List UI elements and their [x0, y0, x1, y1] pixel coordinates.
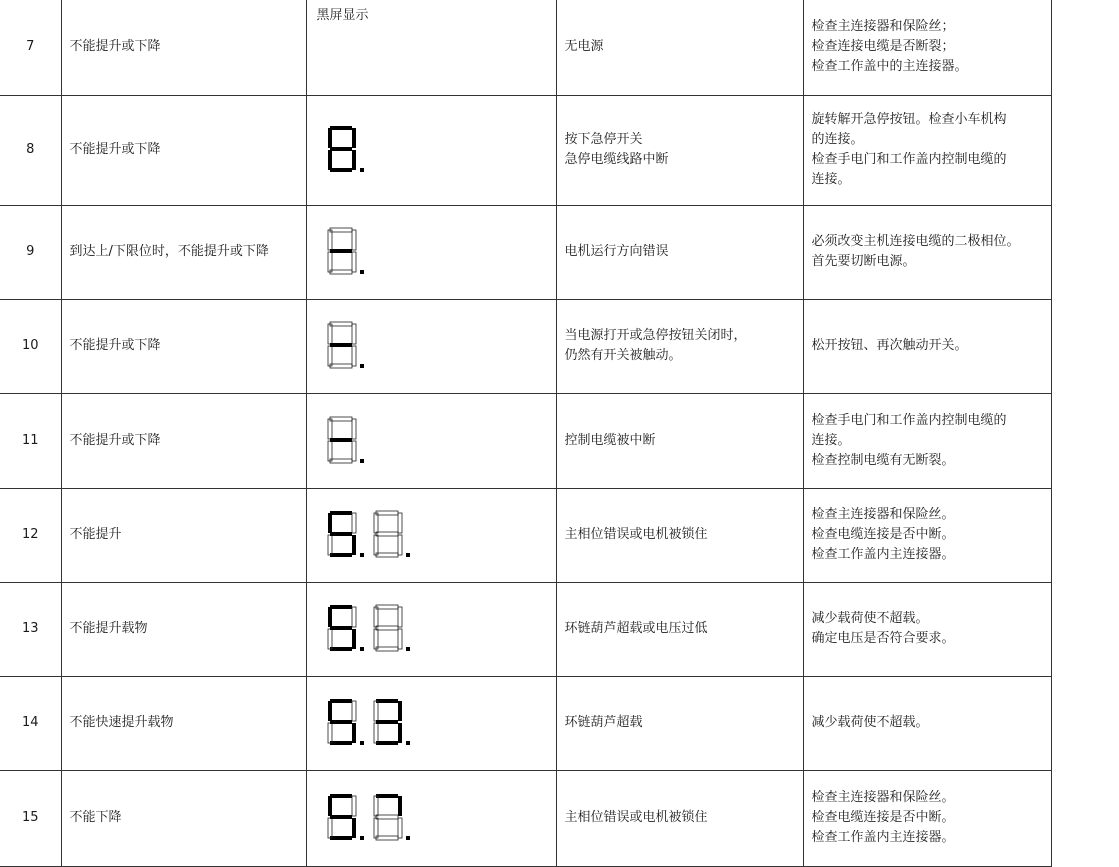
cause-cell — [556, 770, 803, 866]
segment-f-off — [374, 796, 378, 816]
remedy-line: 检查连接电缆是否断裂； — [811, 39, 955, 55]
remedy-line: 松开按钮、再次触动开关。 — [811, 338, 968, 353]
segment-c-off — [352, 346, 356, 366]
segment-b-off — [398, 607, 402, 627]
segment-g-on — [330, 249, 352, 253]
remedy-cell — [803, 0, 1051, 95]
segment-e-off — [328, 629, 332, 649]
remedy-cell — [803, 582, 1051, 676]
segment-f-off — [374, 701, 378, 721]
decimal-point — [360, 270, 364, 274]
row-number: 15 — [0, 770, 61, 866]
remedy-line: 检查主连接器和保险丝； — [811, 19, 955, 35]
cause-line: 按下急停开关 — [564, 132, 643, 147]
segment-b-off — [352, 607, 356, 627]
display-cell — [306, 299, 556, 393]
segment-b-off — [352, 796, 356, 816]
symptom-cell: 不能提升 — [61, 488, 306, 582]
table-row — [0, 393, 1051, 488]
segment-d-on — [330, 836, 352, 840]
cause-line: 电机运行方向错误 — [564, 244, 669, 259]
symptom-cell: 不能快速提升载物 — [61, 676, 306, 770]
seven-segment-display — [327, 698, 423, 748]
segment-a-off — [376, 605, 398, 609]
segment-d-off — [330, 270, 352, 274]
segment-e-off — [328, 441, 332, 461]
remedy-cell — [803, 393, 1051, 488]
remedy-line: 检查手电门和工作盖内控制电缆的 — [811, 152, 1007, 167]
decimal-point — [360, 459, 364, 463]
segment-b-off — [352, 324, 356, 344]
table-row — [0, 299, 1051, 393]
seven-segment-display — [327, 321, 377, 371]
remedy-line: 检查工作盖内主连接器。 — [811, 547, 955, 562]
remedy-cell — [803, 95, 1051, 205]
display-cell — [306, 0, 556, 95]
remedy-cell — [803, 488, 1051, 582]
segment-e-off — [328, 723, 332, 743]
decimal-point — [406, 553, 410, 557]
row-number: 14 — [0, 676, 61, 770]
segment-b-off — [352, 230, 356, 250]
cause-cell — [556, 488, 803, 582]
seven-segment-display — [327, 793, 423, 843]
decimal-point — [360, 553, 364, 557]
seven-segment-display — [327, 510, 423, 560]
remedy-line: 必须改变主机连接电缆的二极相位。 — [811, 234, 1020, 249]
table-row — [0, 676, 1051, 770]
segment-f-off — [328, 230, 332, 250]
segment-b-on — [352, 128, 356, 148]
segment-e-off — [374, 535, 378, 555]
remedy-line: 检查手电门和工作盖内控制电缆的 — [811, 412, 1007, 428]
segment-b-on — [398, 701, 402, 721]
remedy-line: 连接。 — [811, 172, 851, 187]
segment-e-off — [328, 818, 332, 838]
display-cell — [306, 770, 556, 866]
segment-c-off — [352, 252, 356, 272]
row-number: 7 — [0, 0, 61, 95]
remedy-cell — [803, 205, 1051, 299]
cause-cell — [556, 95, 803, 205]
segment-g-off — [376, 626, 398, 630]
segment-d-on — [376, 741, 398, 745]
segment-c-off — [398, 535, 402, 555]
seven-segment-display — [327, 604, 423, 654]
seven-segment-display — [327, 416, 377, 466]
segment-g-on — [330, 532, 352, 536]
seven-segment-display — [327, 227, 377, 277]
segment-c-on — [352, 150, 356, 170]
segment-b-off — [398, 513, 402, 533]
segment-d-off — [330, 364, 352, 368]
segment-e-off — [328, 535, 332, 555]
segment-e-off — [328, 346, 332, 366]
segment-g-on — [330, 626, 352, 630]
segment-f-off — [328, 324, 332, 344]
row-number: 10 — [0, 299, 61, 393]
decimal-point — [360, 836, 364, 840]
segment-d-on — [330, 741, 352, 745]
cause-line: 主相位错误或电机被锁住 — [564, 527, 708, 542]
remedy-line: 检查控制电缆有无断裂。 — [811, 452, 955, 468]
segment-e-off — [374, 629, 378, 649]
table-row — [0, 582, 1051, 676]
cause-line: 无电源 — [564, 39, 604, 55]
row-number: 9 — [0, 205, 61, 299]
row-number: 12 — [0, 488, 61, 582]
segment-a-on — [330, 699, 352, 703]
segment-b-off — [352, 701, 356, 721]
cause-cell — [556, 393, 803, 488]
segment-a-on — [330, 126, 352, 130]
remedy-line: 旋转解开急停按钮。检查小车机构 — [811, 112, 1007, 127]
cause-line: 当电源打开或急停按钮关闭时， — [564, 328, 747, 343]
decimal-point — [406, 836, 410, 840]
segment-f-on — [328, 701, 332, 721]
segment-e-off — [374, 818, 378, 838]
segment-c-off — [398, 629, 402, 649]
segment-e-off — [374, 723, 378, 743]
segment-a-off — [330, 228, 352, 232]
segment-d-off — [376, 553, 398, 557]
decimal-point — [406, 647, 410, 651]
segment-d-on — [330, 168, 352, 172]
segment-c-on — [352, 535, 356, 555]
segment-f-off — [374, 607, 378, 627]
seven-segment-display — [327, 125, 377, 175]
decimal-point — [360, 741, 364, 745]
decimal-point — [360, 168, 364, 172]
segment-c-on — [352, 723, 356, 743]
remedy-line: 减少载荷使不超载。 — [811, 715, 929, 730]
display-cell — [306, 676, 556, 770]
display-text: 黑屏显示 — [316, 8, 369, 23]
segment-a-off — [330, 417, 352, 421]
segment-f-on — [328, 607, 332, 627]
remedy-line: 确定电压是否符合要求。 — [811, 631, 955, 646]
display-cell — [306, 95, 556, 205]
segment-g-on — [330, 343, 352, 347]
segment-a-off — [376, 511, 398, 515]
row-number: 8 — [0, 95, 61, 205]
remedy-cell — [803, 770, 1051, 866]
display-cell — [306, 205, 556, 299]
segment-d-on — [330, 647, 352, 651]
cause-line: 控制电缆被中断 — [564, 432, 656, 448]
decimal-point — [360, 364, 364, 368]
remedy-line: 检查主连接器和保险丝。 — [811, 507, 955, 522]
cause-line: 环链葫芦超载或电压过低 — [564, 621, 708, 636]
segment-a-on — [376, 794, 398, 798]
remedy-line: 检查电缆连接是否中断。 — [811, 810, 955, 825]
remedy-line: 检查主连接器和保险丝。 — [811, 790, 955, 805]
remedy-line: 连接。 — [811, 432, 851, 448]
symptom-cell: 到达上/下限位时，不能提升或下降 — [61, 205, 306, 299]
row-number: 13 — [0, 582, 61, 676]
row-number: 11 — [0, 393, 61, 488]
segment-d-off — [376, 836, 398, 840]
segment-g-off — [376, 815, 398, 819]
cause-line: 环链葫芦超载 — [564, 715, 643, 730]
segment-g-on — [330, 147, 352, 151]
segment-e-on — [328, 150, 332, 170]
symptom-cell: 不能提升载物 — [61, 582, 306, 676]
segment-b-off — [352, 419, 356, 439]
cause-cell — [556, 205, 803, 299]
segment-a-on — [330, 511, 352, 515]
segment-f-off — [374, 513, 378, 533]
table-row — [0, 205, 1051, 299]
remedy-line: 检查工作盖中的主连接器。 — [811, 59, 968, 75]
cause-cell — [556, 582, 803, 676]
segment-d-on — [330, 553, 352, 557]
remedy-line: 的连接。 — [811, 132, 864, 147]
cause-line: 急停电缆线路中断 — [564, 152, 669, 167]
remedy-cell — [803, 299, 1051, 393]
cause-cell — [556, 676, 803, 770]
segment-f-on — [328, 513, 332, 533]
decimal-point — [360, 647, 364, 651]
symptom-cell: 不能提升或下降 — [61, 299, 306, 393]
segment-d-off — [376, 647, 398, 651]
table-row — [0, 770, 1051, 866]
segment-d-off — [330, 459, 352, 463]
segment-g-off — [376, 532, 398, 536]
symptom-cell: 不能提升或下降 — [61, 0, 306, 95]
table-row — [0, 488, 1051, 582]
cause-line: 仍然有开关被触动。 — [564, 348, 682, 363]
remedy-line: 检查工作盖内主连接器。 — [811, 830, 955, 845]
segment-c-off — [398, 818, 402, 838]
remedy-line: 检查电缆连接是否中断。 — [811, 527, 955, 542]
segment-e-off — [328, 252, 332, 272]
segment-c-off — [352, 441, 356, 461]
remedy-line: 首先要切断电源。 — [811, 254, 916, 269]
segment-g-on — [330, 720, 352, 724]
remedy-line: 减少载荷使不超载。 — [811, 611, 929, 626]
symptom-cell: 不能提升或下降 — [61, 95, 306, 205]
segment-f-on — [328, 128, 332, 148]
segment-b-off — [352, 513, 356, 533]
segment-a-on — [376, 699, 398, 703]
decimal-point — [406, 741, 410, 745]
segment-a-on — [330, 605, 352, 609]
remedy-cell — [803, 676, 1051, 770]
cause-cell — [556, 0, 803, 95]
segment-b-on — [398, 796, 402, 816]
symptom-cell: 不能提升或下降 — [61, 393, 306, 488]
segment-a-on — [330, 794, 352, 798]
segment-f-off — [328, 419, 332, 439]
segment-f-on — [328, 796, 332, 816]
segment-a-off — [330, 322, 352, 326]
segment-g-on — [330, 438, 352, 442]
table-row — [0, 95, 1051, 205]
segment-c-on — [352, 818, 356, 838]
display-cell — [306, 393, 556, 488]
cause-line: 主相位错误或电机被锁住 — [564, 810, 708, 825]
segment-c-on — [398, 723, 402, 743]
segment-c-on — [352, 629, 356, 649]
segment-g-on — [330, 815, 352, 819]
cause-cell — [556, 299, 803, 393]
segment-g-on — [376, 720, 398, 724]
display-cell — [306, 582, 556, 676]
table-row — [0, 0, 1051, 95]
display-cell — [306, 488, 556, 582]
symptom-cell: 不能下降 — [61, 770, 306, 866]
